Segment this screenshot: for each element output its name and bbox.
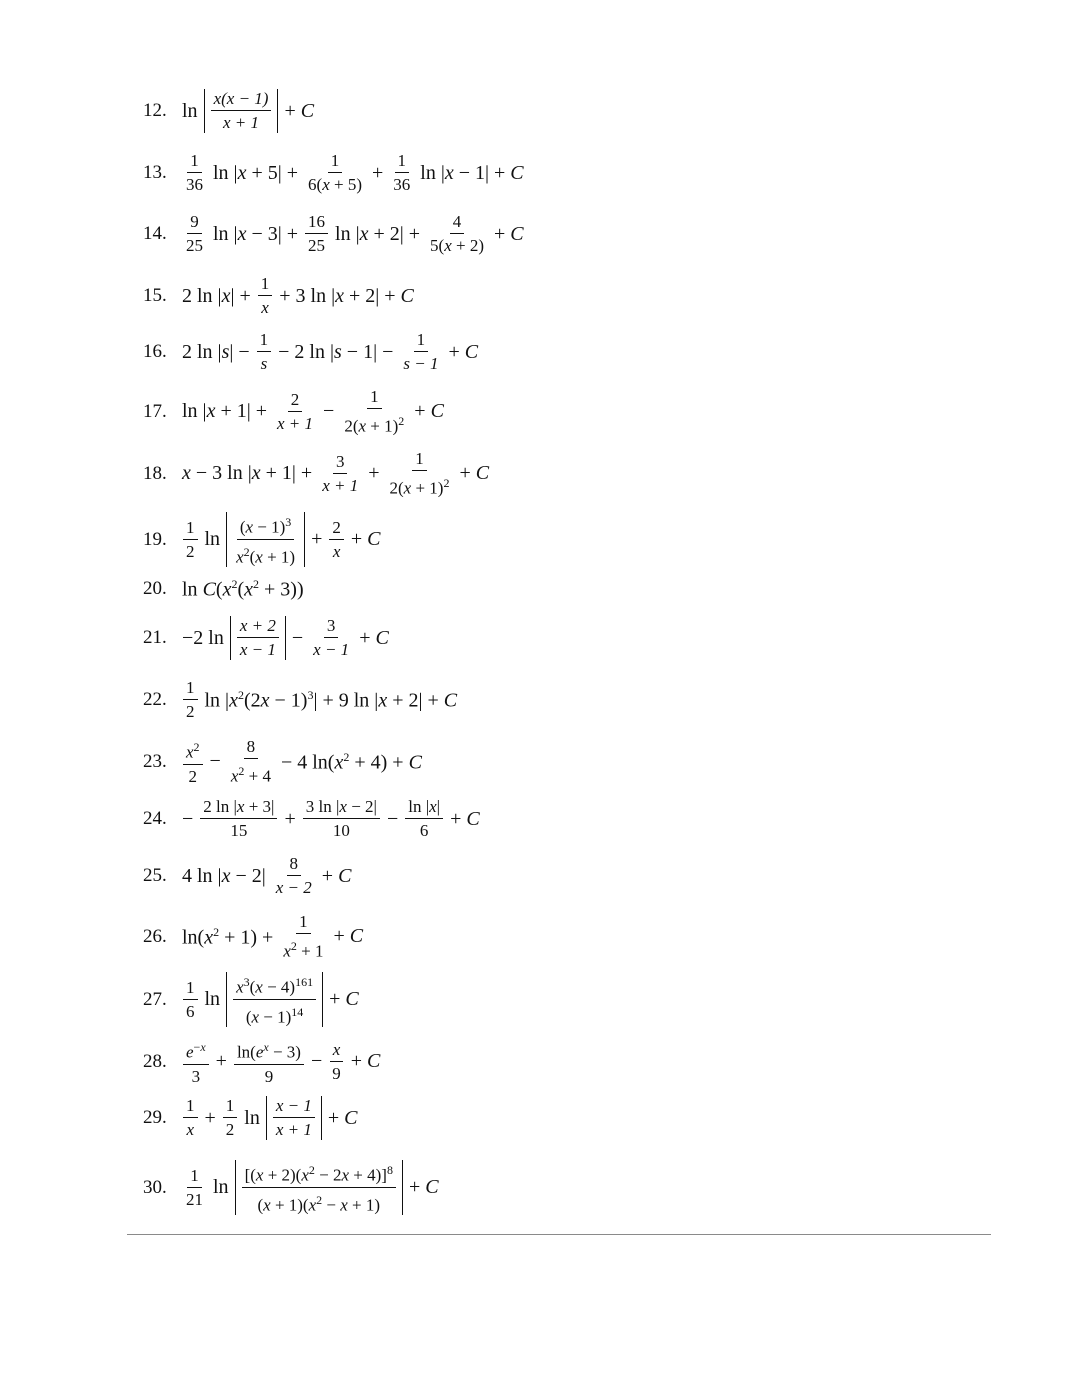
answer-formula: ln |x + 1| + $\frac{2}{x + 1}$ − $\frac{1}{2(x + 1)^2}$ + C (182, 387, 444, 436)
item-number: 22. (143, 689, 167, 710)
answer-item-27 (143, 972, 362, 1027)
item-number: 17. (143, 400, 167, 422)
answer-formula: $\frac{1}{x}$ + $\frac{1}{2}$ ln $\frac{x - 1}{x + 1}$ + C (179, 1096, 361, 1140)
item-number: 28. (143, 1050, 167, 1072)
answer-item-24 (143, 797, 483, 841)
answer-item-22 (143, 678, 460, 722)
answer-formula: $\frac{1}{2}$ ln $\frac{(x - 1)^3}{x^2(x + 1)}$ + $\frac{2}{x}$ + C (179, 512, 383, 567)
answer-formula: 2 ln |s| − $\frac{1}{s}$ − 2 ln |s − 1| − $\frac{1}{s - 1}$ + C (182, 330, 479, 373)
answer-item-13 (143, 151, 527, 195)
answer-item-14 (143, 212, 527, 256)
item-number: 18. (143, 462, 167, 484)
horizontal-rule (127, 1234, 991, 1235)
answer-formula: $\frac{x^2}{2}$ − $\frac{8}{x^2 + 4}$ − 4 $\ln(x^2 + 4) + C$ (179, 737, 425, 787)
answer-formula: $\ln(x^2 + 1)$ + $\frac{1}{x^2 + 1}$ + C (182, 912, 364, 961)
answer-item-16 (143, 330, 481, 374)
answer-formula: $\frac{1}{36}$ ln |x + 5| + $\frac{1}{6(x + 5)}$ + $\frac{1}{36}$ ln |x − 1| + C (186, 151, 524, 194)
item-number: 16. (143, 341, 167, 362)
answer-item-23 (143, 737, 425, 787)
item-number: 20. (143, 578, 167, 600)
item-number: 13. (143, 162, 167, 183)
answer-formula: −2 ln $\frac{x + 2}{x - 1}$ − $\frac{3}{x - 1}$ + C (182, 616, 389, 659)
item-number: 15. (143, 285, 167, 306)
answer-item-29 (143, 1096, 361, 1140)
answer-item-28 (143, 1037, 383, 1087)
answer-formula: x − 3 ln |x + 1| + $\frac{3}{x + 1}$ + $\frac{1}{2(x + 1)^2}$ + C (182, 449, 490, 498)
item-number: 25. (143, 865, 167, 886)
answer-formula: $\ln C(x^2(x^2 + 3))$ (182, 577, 304, 601)
answer-formula: 4 ln |x − 2| $\frac{8}{x - 2}$ + C (182, 854, 352, 897)
answer-formula: $\frac{1}{21}$ ln $\frac{[(x + 2)(x^2 - 2x + 4)]^8}{(x + 1)(x^2 - x + 1)}$ + C (179, 1160, 442, 1215)
item-number: 27. (143, 988, 167, 1010)
item-number: 26. (143, 925, 167, 947)
answer-item-26 (143, 912, 366, 962)
item-number: 14. (143, 223, 167, 244)
item-number: 12. (143, 100, 167, 121)
answer-formula: $\frac{e^{-x}}{3}$ + $\frac{\ln(e^x - 3)}{9}$ − $\frac{x}{9}$ + C (179, 1037, 383, 1087)
answer-item-17 (143, 387, 447, 437)
item-number: 30. (143, 1176, 167, 1198)
answer-item-30 (143, 1160, 442, 1215)
answer-formula: ln $\frac{x(x - 1)}{x + 1}$ + C (182, 89, 315, 132)
answer-item-15 (143, 274, 417, 318)
answer-formula: $\frac{1}{6}$ ln $\frac{x^3(x - 4)^{161}}{(x - 1)^{14}}$ + C (179, 972, 362, 1027)
answer-formula: $\frac{1}{2}$ $\ln |x^2(2x - 1)^3| + 9$ ln |x + 2| + C (179, 678, 460, 722)
answer-item-12 (143, 89, 317, 133)
answer-formula: − $\frac{2 \ln |x + 3|}{15}$ + $\frac{3 \ln |x - 2|}{10}$ − $\frac{\ln |x|}{6}$ + C (182, 797, 480, 840)
item-number: 23. (143, 750, 167, 772)
answer-item-20 (143, 577, 307, 602)
item-number: 29. (143, 1107, 167, 1128)
item-number: 21. (143, 627, 167, 648)
answer-item-21 (143, 616, 392, 660)
item-number: 24. (143, 808, 167, 829)
answer-formula: $\frac{9}{25}$ ln |x − 3| + $\frac{16}{25}$ ln |x + 2| + $\frac{4}{5(x + 2)}$ + C (186, 212, 524, 255)
item-number: 19. (143, 528, 167, 550)
answer-formula: 2 ln |x| + $\frac{1}{x}$ + 3 ln |x + 2| + C (182, 274, 414, 317)
answer-item-18 (143, 449, 492, 499)
answer-item-19 (143, 512, 383, 567)
answer-item-25 (143, 854, 354, 898)
